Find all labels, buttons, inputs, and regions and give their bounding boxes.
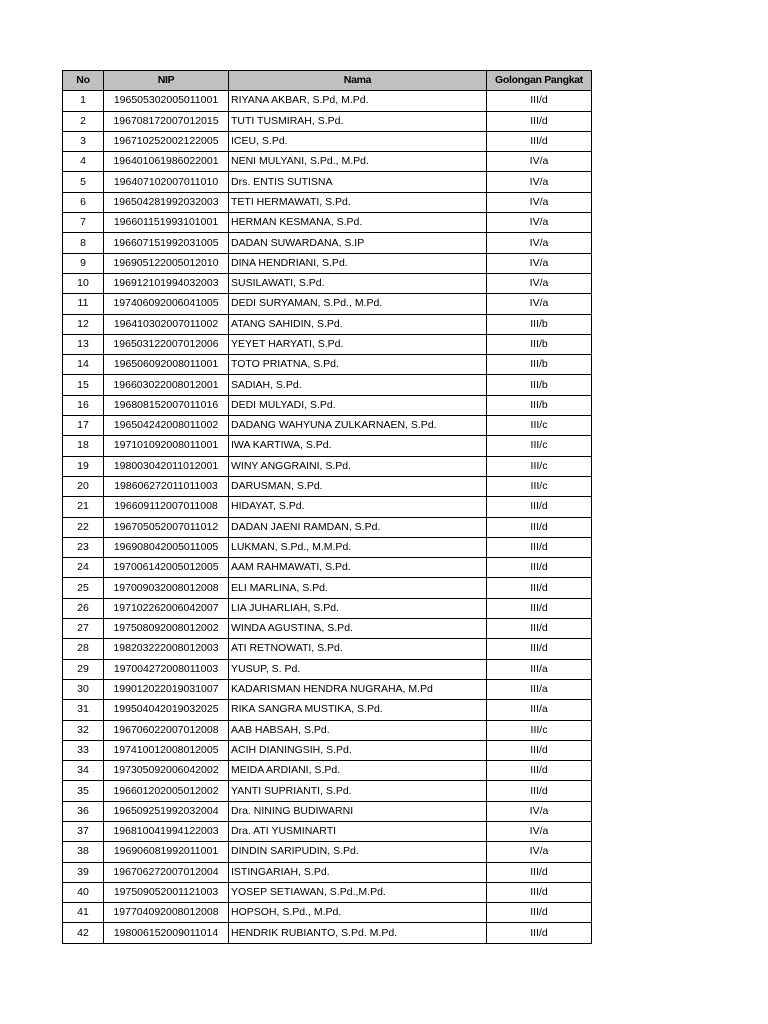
cell-nip: 196505302005011001 <box>104 91 229 111</box>
cell-golongan: IV/a <box>487 273 592 293</box>
cell-golongan: III/d <box>487 619 592 639</box>
cell-no: 30 <box>63 679 104 699</box>
cell-golongan: III/a <box>487 700 592 720</box>
cell-no: 4 <box>63 152 104 172</box>
table-row <box>63 761 592 781</box>
cell-golongan: III/d <box>487 598 592 618</box>
cell-nip: 196810041994122003 <box>104 821 229 841</box>
cell-golongan: III/d <box>487 740 592 760</box>
cell-nip: 196410302007011002 <box>104 314 229 334</box>
cell-golongan: III/d <box>487 882 592 902</box>
table-row <box>63 537 592 557</box>
cell-golongan: III/d <box>487 517 592 537</box>
cell-nip: 196609112007011008 <box>104 497 229 517</box>
cell-golongan: III/d <box>487 497 592 517</box>
cell-nama: YOSEP SETIAWAN, S.Pd.,M.Pd. <box>229 882 487 902</box>
cell-no: 2 <box>63 111 104 131</box>
cell-golongan: III/c <box>487 416 592 436</box>
cell-nip: 196401061986022001 <box>104 152 229 172</box>
cell-golongan: IV/a <box>487 253 592 273</box>
cell-golongan: IV/a <box>487 821 592 841</box>
cell-nama: LIA JUHARLIAH, S.Pd. <box>229 598 487 618</box>
cell-no: 35 <box>63 781 104 801</box>
cell-nama: HOPSOH, S.Pd., M.Pd. <box>229 903 487 923</box>
cell-nip: 197508092008012002 <box>104 619 229 639</box>
table-row <box>63 436 592 456</box>
cell-no: 1 <box>63 91 104 111</box>
cell-nip: 196705052007011012 <box>104 517 229 537</box>
table-row <box>63 700 592 720</box>
cell-golongan: IV/a <box>487 172 592 192</box>
cell-nip: 196908042005011005 <box>104 537 229 557</box>
cell-nama: DEDI SURYAMAN, S.Pd., M.Pd. <box>229 294 487 314</box>
cell-nip: 196603022008012001 <box>104 375 229 395</box>
table-row <box>63 923 592 943</box>
cell-golongan: III/d <box>487 903 592 923</box>
table-row <box>63 111 592 131</box>
cell-no: 22 <box>63 517 104 537</box>
table-row <box>63 639 592 659</box>
cell-no: 6 <box>63 192 104 212</box>
cell-nama: SADIAH, S.Pd. <box>229 375 487 395</box>
cell-nip: 197009032008012008 <box>104 578 229 598</box>
cell-golongan: III/b <box>487 375 592 395</box>
cell-nama: SUSILAWATI, S.Pd. <box>229 273 487 293</box>
cell-no: 9 <box>63 253 104 273</box>
cell-no: 19 <box>63 456 104 476</box>
table-row <box>63 213 592 233</box>
cell-nama: LUKMAN, S.Pd., M.M.Pd. <box>229 537 487 557</box>
cell-nip: 197006142005012005 <box>104 558 229 578</box>
cell-nama: ACIH DIANINGSIH, S.Pd. <box>229 740 487 760</box>
cell-golongan: III/c <box>487 720 592 740</box>
spreadsheet-page <box>62 70 592 944</box>
cell-no: 41 <box>63 903 104 923</box>
cell-nama: HENDRIK RUBIANTO, S.Pd. M.Pd. <box>229 923 487 943</box>
cell-no: 29 <box>63 659 104 679</box>
cell-nip: 197102262006042007 <box>104 598 229 618</box>
cell-golongan: III/d <box>487 111 592 131</box>
cell-nama: AAB HABSAH, S.Pd. <box>229 720 487 740</box>
cell-no: 18 <box>63 436 104 456</box>
cell-nip: 199012022019031007 <box>104 679 229 699</box>
cell-nama: TUTI TUSMIRAH, S.Pd. <box>229 111 487 131</box>
cell-nip: 196601202005012002 <box>104 781 229 801</box>
header-no: No <box>63 71 104 91</box>
cell-no: 14 <box>63 355 104 375</box>
cell-golongan: III/d <box>487 923 592 943</box>
table-row <box>63 375 592 395</box>
table-row <box>63 273 592 293</box>
cell-golongan: IV/a <box>487 192 592 212</box>
table-row <box>63 334 592 354</box>
cell-golongan: III/d <box>487 558 592 578</box>
table-row <box>63 679 592 699</box>
table-row <box>63 91 592 111</box>
cell-no: 38 <box>63 842 104 862</box>
cell-nama: DINA HENDRIANI, S.Pd. <box>229 253 487 273</box>
cell-no: 21 <box>63 497 104 517</box>
table-row <box>63 862 592 882</box>
table-row <box>63 517 592 537</box>
cell-no: 15 <box>63 375 104 395</box>
cell-nama: IWA KARTIWA, S.Pd. <box>229 436 487 456</box>
table-row <box>63 740 592 760</box>
cell-nama: AAM RAHMAWATI, S.Pd. <box>229 558 487 578</box>
table-row <box>63 558 592 578</box>
table-row <box>63 903 592 923</box>
cell-no: 16 <box>63 395 104 415</box>
cell-golongan: III/c <box>487 456 592 476</box>
table-row <box>63 659 592 679</box>
cell-no: 8 <box>63 233 104 253</box>
cell-no: 13 <box>63 334 104 354</box>
cell-nip: 196912101994032003 <box>104 273 229 293</box>
cell-nip: 198003042011012001 <box>104 456 229 476</box>
cell-no: 31 <box>63 700 104 720</box>
cell-nama: DADAN JAENI RAMDAN, S.Pd. <box>229 517 487 537</box>
cell-golongan: III/b <box>487 334 592 354</box>
cell-no: 37 <box>63 821 104 841</box>
cell-golongan: IV/a <box>487 801 592 821</box>
cell-nip: 196504281992032003 <box>104 192 229 212</box>
cell-nip: 196503122007012006 <box>104 334 229 354</box>
cell-nip: 196607151992031005 <box>104 233 229 253</box>
cell-nama: WINY ANGGRAINI, S.Pd. <box>229 456 487 476</box>
cell-nip: 197004272008011003 <box>104 659 229 679</box>
cell-nip: 197704092008012008 <box>104 903 229 923</box>
table-row <box>63 152 592 172</box>
cell-golongan: IV/a <box>487 842 592 862</box>
cell-golongan: III/d <box>487 131 592 151</box>
table-row <box>63 131 592 151</box>
cell-nip: 197101092008011001 <box>104 436 229 456</box>
cell-nip: 196506092008011001 <box>104 355 229 375</box>
table-row <box>63 192 592 212</box>
cell-nip: 196706022007012008 <box>104 720 229 740</box>
cell-golongan: IV/a <box>487 152 592 172</box>
cell-golongan: III/a <box>487 679 592 699</box>
table-row <box>63 395 592 415</box>
table-row <box>63 619 592 639</box>
table-row <box>63 821 592 841</box>
cell-nip: 196601151993101001 <box>104 213 229 233</box>
cell-golongan: IV/a <box>487 213 592 233</box>
cell-golongan: III/a <box>487 659 592 679</box>
cell-nama: TOTO PRIATNA, S.Pd. <box>229 355 487 375</box>
cell-nama: NENI MULYANI, S.Pd., M.Pd. <box>229 152 487 172</box>
cell-nama: HIDAYAT, S.Pd. <box>229 497 487 517</box>
table-row <box>63 476 592 496</box>
cell-nip: 196905122005012010 <box>104 253 229 273</box>
cell-no: 39 <box>63 862 104 882</box>
cell-nama: ISTINGARIAH, S.Pd. <box>229 862 487 882</box>
cell-nama: Dra. ATI YUSMINARTI <box>229 821 487 841</box>
table-row <box>63 882 592 902</box>
cell-no: 20 <box>63 476 104 496</box>
table-row <box>63 801 592 821</box>
cell-golongan: IV/a <box>487 294 592 314</box>
cell-nama: DADAN SUWARDANA, S.IP <box>229 233 487 253</box>
employee-table <box>62 70 592 944</box>
table-row <box>63 842 592 862</box>
cell-nama: YANTI SUPRIANTI, S.Pd. <box>229 781 487 801</box>
cell-golongan: III/d <box>487 537 592 557</box>
cell-golongan: III/d <box>487 639 592 659</box>
cell-nama: MEIDA ARDIANI, S.Pd. <box>229 761 487 781</box>
table-row <box>63 720 592 740</box>
cell-nama: ATANG SAHIDIN, S.Pd. <box>229 314 487 334</box>
cell-nama: ATI RETNOWATI, S.Pd. <box>229 639 487 659</box>
cell-golongan: III/b <box>487 355 592 375</box>
table-row <box>63 253 592 273</box>
cell-nama: TETI HERMAWATI, S.Pd. <box>229 192 487 212</box>
cell-nama: DEDI MULYADI, S.Pd. <box>229 395 487 415</box>
header-nama: Nama <box>229 71 487 91</box>
cell-no: 10 <box>63 273 104 293</box>
cell-golongan: III/c <box>487 476 592 496</box>
cell-golongan: III/d <box>487 578 592 598</box>
cell-nip: 196710252002122005 <box>104 131 229 151</box>
cell-golongan: III/b <box>487 314 592 334</box>
header-golongan: Golongan Pangkat <box>487 71 592 91</box>
cell-nip: 197509052001121003 <box>104 882 229 902</box>
cell-nama: YUSUP, S. Pd. <box>229 659 487 679</box>
cell-no: 33 <box>63 740 104 760</box>
cell-no: 23 <box>63 537 104 557</box>
table-row <box>63 497 592 517</box>
cell-nip: 196407102007011010 <box>104 172 229 192</box>
table-row <box>63 578 592 598</box>
cell-no: 11 <box>63 294 104 314</box>
header-nip: NIP <box>104 71 229 91</box>
cell-nama: WINDA AGUSTINA, S.Pd. <box>229 619 487 639</box>
cell-no: 42 <box>63 923 104 943</box>
cell-nip: 198006152009011014 <box>104 923 229 943</box>
cell-nip: 197406092006041005 <box>104 294 229 314</box>
cell-golongan: III/b <box>487 395 592 415</box>
cell-no: 36 <box>63 801 104 821</box>
cell-nip: 196906081992011001 <box>104 842 229 862</box>
cell-nama: DINDIN SARIPUDIN, S.Pd. <box>229 842 487 862</box>
table-row <box>63 355 592 375</box>
cell-no: 5 <box>63 172 104 192</box>
cell-nip: 198203222008012003 <box>104 639 229 659</box>
cell-golongan: III/d <box>487 761 592 781</box>
cell-nama: Drs. ENTIS SUTISNA <box>229 172 487 192</box>
table-row <box>63 172 592 192</box>
table-row <box>63 456 592 476</box>
cell-nama: RIYANA AKBAR, S.Pd, M.Pd. <box>229 91 487 111</box>
cell-no: 7 <box>63 213 104 233</box>
cell-nip: 196504242008011002 <box>104 416 229 436</box>
table-row <box>63 416 592 436</box>
cell-golongan: III/d <box>487 862 592 882</box>
cell-golongan: III/d <box>487 91 592 111</box>
cell-no: 3 <box>63 131 104 151</box>
cell-nama: KADARISMAN HENDRA NUGRAHA, M.Pd <box>229 679 487 699</box>
cell-nama: HERMAN KESMANA, S.Pd. <box>229 213 487 233</box>
cell-no: 24 <box>63 558 104 578</box>
cell-no: 25 <box>63 578 104 598</box>
cell-no: 17 <box>63 416 104 436</box>
cell-nip: 198606272011011003 <box>104 476 229 496</box>
cell-no: 32 <box>63 720 104 740</box>
cell-nip: 196708172007012015 <box>104 111 229 131</box>
cell-nip: 196509251992032004 <box>104 801 229 821</box>
cell-nama: ICEU, S.Pd. <box>229 131 487 151</box>
table-body <box>63 91 592 943</box>
cell-nama: YEYET HARYATI, S.Pd. <box>229 334 487 354</box>
cell-nip: 197305092006042002 <box>104 761 229 781</box>
table-row <box>63 781 592 801</box>
cell-nama: ELI MARLINA, S.Pd. <box>229 578 487 598</box>
cell-nama: DARUSMAN, S.Pd. <box>229 476 487 496</box>
table-row <box>63 294 592 314</box>
cell-nip: 196808152007011016 <box>104 395 229 415</box>
cell-nip: 196706272007012004 <box>104 862 229 882</box>
table-row <box>63 233 592 253</box>
cell-nama: RIKA SANGRA MUSTIKA, S.Pd. <box>229 700 487 720</box>
cell-golongan: III/c <box>487 436 592 456</box>
cell-golongan: IV/a <box>487 233 592 253</box>
cell-no: 27 <box>63 619 104 639</box>
cell-nip: 197410012008012005 <box>104 740 229 760</box>
cell-no: 12 <box>63 314 104 334</box>
cell-no: 40 <box>63 882 104 902</box>
table-row <box>63 598 592 618</box>
header-row <box>63 71 592 91</box>
cell-no: 28 <box>63 639 104 659</box>
cell-nama: DADANG WAHYUNA ZULKARNAEN, S.Pd. <box>229 416 487 436</box>
cell-nama: Dra. NINING BUDIWARNI <box>229 801 487 821</box>
cell-golongan: III/d <box>487 781 592 801</box>
table-row <box>63 314 592 334</box>
cell-no: 34 <box>63 761 104 781</box>
cell-nip: 199504042019032025 <box>104 700 229 720</box>
cell-no: 26 <box>63 598 104 618</box>
